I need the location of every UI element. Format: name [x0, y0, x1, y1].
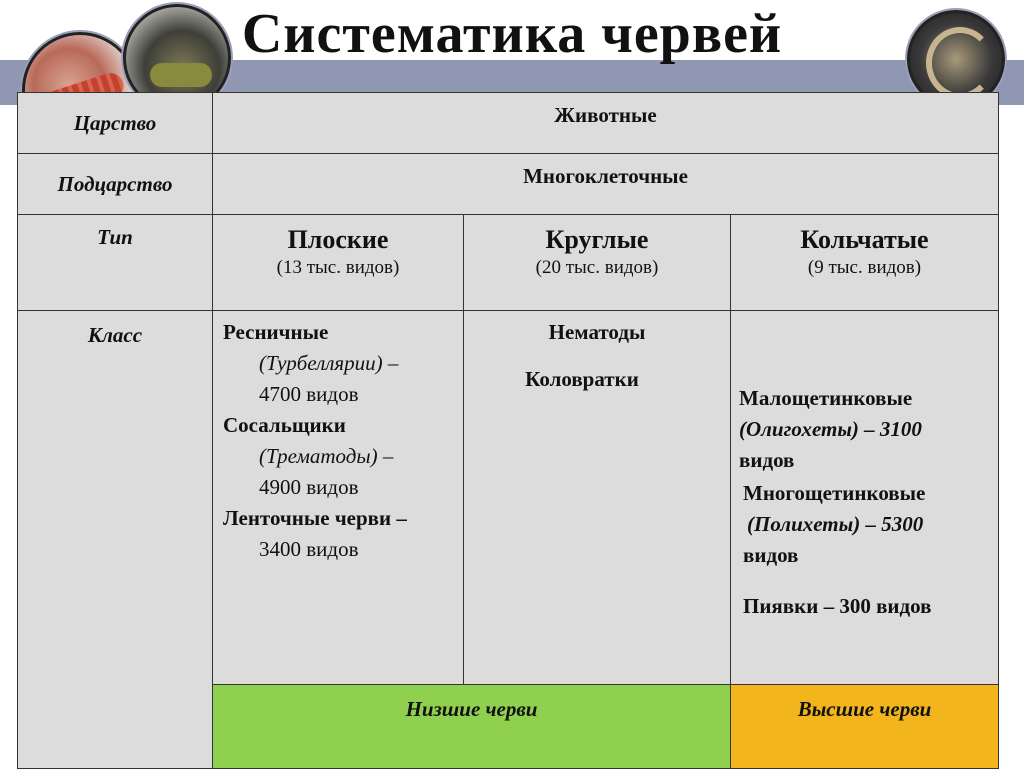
- subkingdom-label: Подцарство: [18, 154, 213, 215]
- phylum-label: Тип: [18, 215, 213, 311]
- class-annelid-2-tail: видов: [743, 543, 799, 567]
- class-annelid-3: Пиявки – 300 видов: [743, 594, 932, 618]
- class-round-1: Нематоды: [548, 320, 646, 344]
- phylum-flat-count: (13 тыс. видов): [276, 257, 400, 278]
- class-flat-3-count: 3400 видов: [259, 537, 359, 561]
- phylum-row: [18, 215, 999, 311]
- class-flat-cell: Ресничные (Турбеллярии) – 4700 видов Сосальщики (Трематоды) – 4900 видов Ленточные черви – 3400 видов: [213, 311, 464, 685]
- phylum-annelid: [731, 215, 999, 311]
- phylum-round: [464, 215, 731, 311]
- class-annelid-1: Малощетинковые: [739, 386, 913, 410]
- class-flat-1: Ресничные: [223, 320, 329, 344]
- phylum-round-name: Круглые: [545, 225, 649, 254]
- class-annelid-2: Многощетинковые: [743, 481, 926, 505]
- class-flat-1-count: 4700 видов: [259, 382, 359, 406]
- phylum-annelid-count: (9 тыс. видов): [807, 257, 922, 278]
- kingdom-row: [18, 93, 999, 154]
- class-row: [18, 311, 999, 685]
- kingdom-value: Животные: [213, 93, 999, 154]
- class-flat-2-latin: (Трематоды): [259, 444, 378, 468]
- class-annelid-1-latin: (Олигохеты) – 3100: [739, 417, 922, 441]
- class-round-2: Коловратки: [525, 367, 639, 391]
- phylum-round-count: (20 тыс. видов): [535, 257, 659, 278]
- class-annelid-cell: [731, 311, 999, 685]
- class-flat-2-count: 4900 видов: [259, 475, 359, 499]
- class-annelid-2-latin: (Полихеты) – 5300: [747, 512, 924, 536]
- subkingdom-value: Многоклеточные: [213, 154, 999, 215]
- class-annelid-1-tail: видов: [739, 448, 795, 472]
- class-label: Класс: [18, 311, 213, 769]
- class-flat-1-latin: (Турбеллярии): [259, 351, 383, 375]
- phylum-flat-name: Плоские: [287, 225, 389, 254]
- higher-worms-label: Высшие черви: [731, 685, 999, 769]
- phylum-annelid-name: Кольчатые: [800, 225, 929, 254]
- taxonomy-table: [17, 92, 999, 769]
- kingdom-label: Царство: [18, 93, 213, 154]
- flatworm-shape: [150, 63, 212, 87]
- subkingdom-row: [18, 154, 999, 215]
- class-flat-3: Ленточные черви –: [223, 506, 407, 530]
- page-title: Систематика червей: [241, 3, 783, 65]
- phylum-flat: [213, 215, 464, 311]
- class-round-cell: [464, 311, 731, 685]
- class-flat-2: Сосальщики: [223, 413, 346, 437]
- lower-worms-label: Низшие черви: [213, 685, 731, 769]
